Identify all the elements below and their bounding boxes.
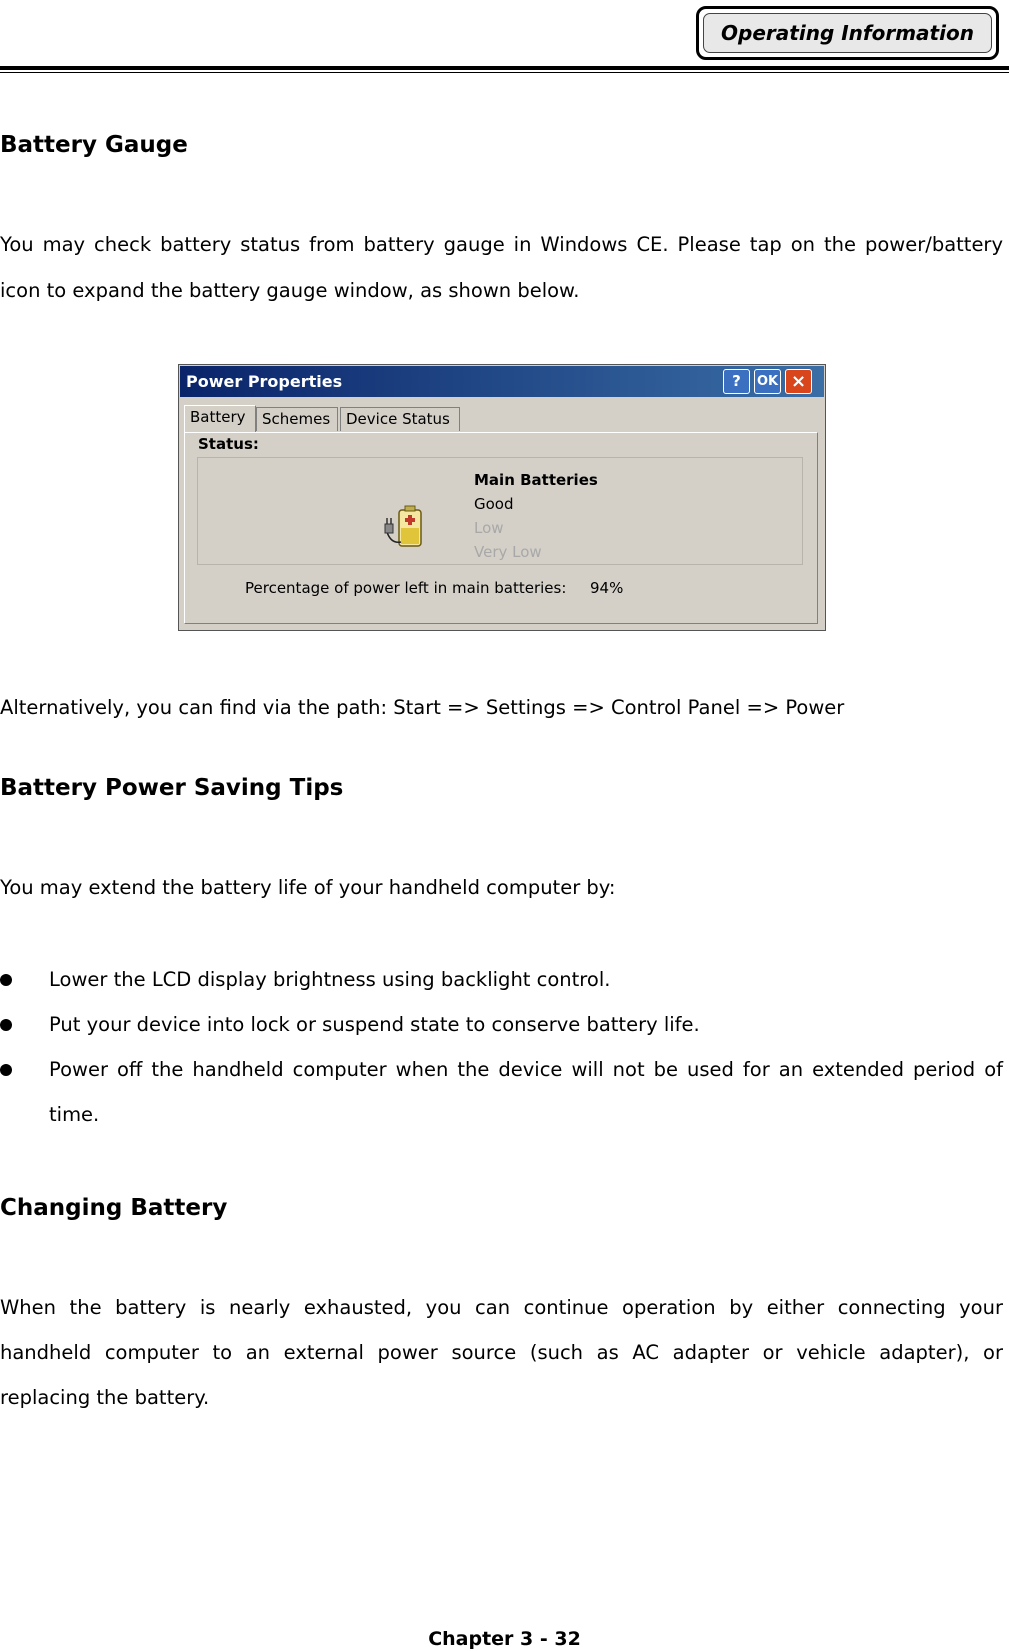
status-group	[197, 457, 803, 565]
section-title: Operating Information	[703, 13, 992, 53]
battery-icon	[383, 504, 427, 550]
header-rule	[0, 66, 1009, 70]
section-tab	[696, 6, 999, 60]
changing-line-2: handheld computer to an external power source (such as AC adapter or vehicle adapter), or	[0, 1341, 1003, 1364]
tab-device-status[interactable]: Device Status	[340, 407, 460, 431]
changing-line-1: When the battery is nearly exhausted, you can continue operation by either connecting your	[0, 1296, 1003, 1319]
bullet-text: Put your device into lock or suspend state to conserve battery life.	[49, 1013, 700, 1036]
heading-power-saving: Battery Power Saving Tips	[0, 775, 344, 801]
intro-line-2: icon to expand the battery gauge window, as shown below.	[0, 279, 580, 302]
battery-status-list	[474, 468, 598, 564]
heading-battery-gauge: Battery Gauge	[0, 132, 188, 158]
ok-button[interactable]: OK	[754, 369, 781, 394]
saving-intro: You may extend the battery life of your handheld computer by:	[0, 876, 616, 899]
main-batteries-label: Main Batteries	[474, 471, 598, 489]
battery-panel	[184, 432, 818, 624]
window-title: Power Properties	[186, 372, 343, 391]
changing-line-3: replacing the battery.	[0, 1386, 210, 1409]
bullet-icon	[0, 1064, 12, 1076]
status-label: Status:	[198, 435, 259, 453]
bullet-text: Power off the handheld computer when the device will not be used for an extended period of	[49, 1058, 1003, 1081]
level-good: Good	[474, 495, 514, 513]
level-very-low: Very Low	[474, 543, 542, 561]
bullet-icon	[0, 1019, 12, 1031]
bullet-text-continued: time.	[49, 1103, 100, 1126]
power-properties-window	[178, 364, 826, 631]
tab-schemes[interactable]: Schemes	[256, 407, 338, 431]
bullet-text: Lower the LCD display brightness using backlight control.	[49, 968, 611, 991]
bullet-icon	[0, 974, 12, 986]
help-button[interactable]: ?	[723, 369, 750, 394]
header-rule-thin	[0, 72, 1009, 73]
percent-value: 94%	[590, 579, 624, 597]
close-button[interactable]: ×	[785, 369, 812, 394]
window-titlebar	[180, 366, 824, 397]
page-footer: Chapter 3 - 32	[428, 1628, 581, 1650]
tab-battery[interactable]: Battery	[184, 405, 256, 433]
percent-label: Percentage of power left in main batteries:	[245, 579, 567, 597]
intro-line-1: You may check battery status from battery gauge in Windows CE. Please tap on the power/battery	[0, 233, 1003, 256]
heading-changing-battery: Changing Battery	[0, 1195, 228, 1221]
alt-path-text: Alternatively, you can find via the path: Start => Settings => Control Panel => Power	[0, 696, 845, 719]
level-low: Low	[474, 519, 504, 537]
